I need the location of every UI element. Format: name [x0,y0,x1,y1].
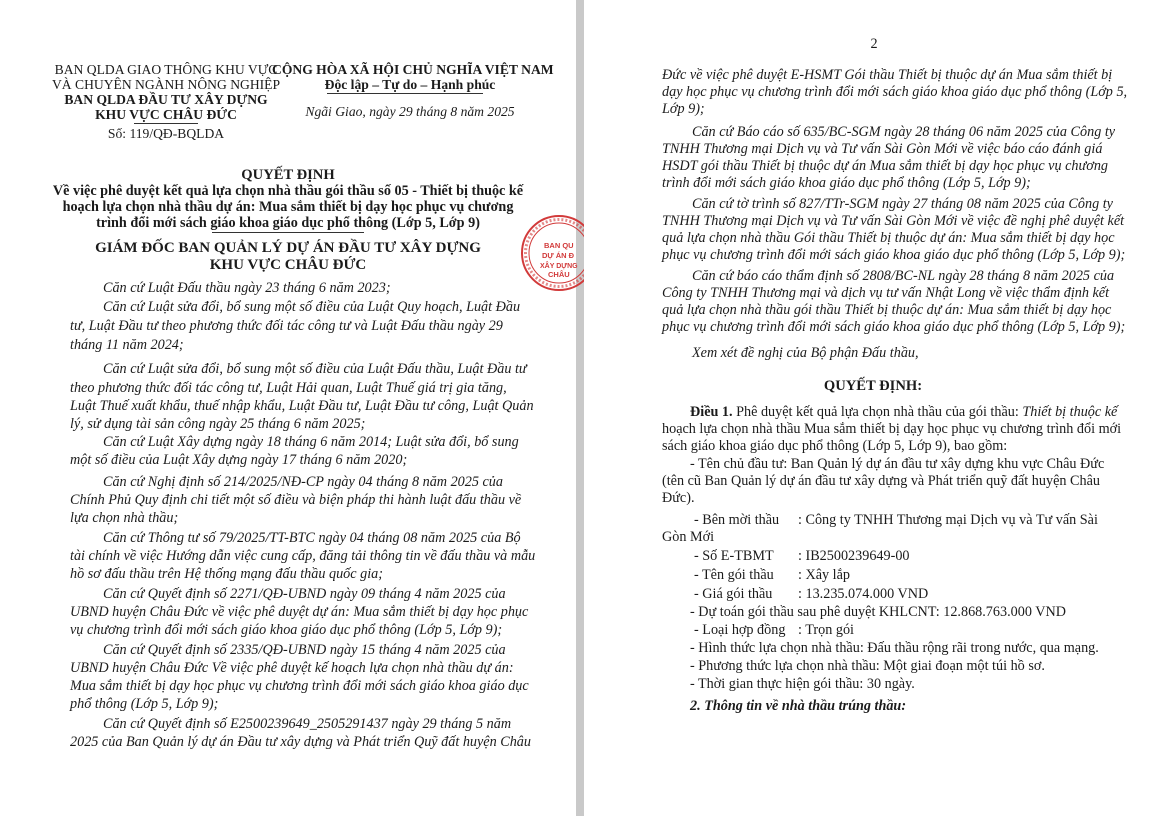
basis-line: lựa chọn nhà thầu; [70,510,179,526]
field-label: - Bên mời thầu [694,512,780,528]
field-label: - Tên gói thầu [694,567,774,583]
unit-name-line-2: KHU VỰC CHÂU ĐỨC [95,107,237,122]
field-value: : Công ty TNHH Thương mại Dịch vụ và Tư vấn Sài [798,512,1098,528]
article-1-line-2: hoạch lựa chọn nhà thầu Mua sắm thiết bị dạy học phục vụ chương trình đổi mới [662,421,1122,437]
place-date: Ngãi Giao, ngày 29 tháng 8 năm 2025 [305,104,515,119]
article-1-line-1 [690,404,1117,420]
investor-line-3: Đức). [662,490,695,506]
basis-line: phục vụ chương trình đổi mới sách giáo khoa giáo dục phổ thông (Lớp 5, Lớp 9); [662,319,1126,335]
basis-line: trình đổi mới sách giáo khoa giáo dục phổ thông (Lớp 5, Lớp 9); [662,175,1031,191]
basis-line: vụ chương trình đổi mới sách giáo khoa giáo dục phổ thông (Lớp 5, Lớp 9); [70,622,503,638]
basis-line: Căn cứ Luật Đấu thầu ngày 23 tháng 6 năm 2023; [103,280,391,296]
basis-line: hồ sơ đấu thầu trên Hệ thống mạng đấu thầu quốc gia; [70,566,383,582]
basis-line: Căn cứ Luật sửa đổi, bổ sung một số điều của Luật Đấu thầu, Luật Đầu tư [103,361,527,377]
basis-line: lý, sử dụng tài sản công ngày 25 tháng 6 năm 2025; [70,416,366,432]
basis-line: Căn cứ Quyết định số 2335/QĐ-UBND ngày 15 tháng 4 năm 2025 của [103,642,506,658]
basis-line: tháng 11 năm 2024; [70,337,184,353]
basis-line: Đức về việc phê duyệt E-HSMT Gói thầu Thiết bị thuộc dự án Mua sắm thiết bị [662,67,1113,83]
basis-line: UBND huyện Châu Đức Về việc phê duyệt kế hoạch lựa chọn nhà thầu dự án: [70,660,514,676]
basis-line: Căn cứ Quyết định số E2500239649_2505291437 ngày 29 tháng 5 năm [103,716,512,732]
subject-underline [212,232,364,233]
basis-line: dạy học phục vụ chương trình đổi mới sách giáo khoa giáo dục phổ thông (Lớp 5, [662,84,1128,100]
field-value: : Trọn gói [798,622,854,638]
decision-title: QUYẾT ĐỊNH [241,167,335,183]
basis-line: Căn cứ báo cáo thẩm định số 2808/BC-NL ngày 28 tháng 8 năm 2025 của [692,268,1115,284]
basis-line: UBND huyện Châu Đức về việc phê duyệt dự án: Mua sắm thiết bị dạy học phục [70,604,529,620]
article-1-label: Điều 1. [690,404,733,420]
basis-line: Căn cứ tờ trình số 827/TTr-SGM ngày 27 tháng 08 năm 2025 của Công ty [692,196,1113,212]
basis-line: theo phương thức đối tác công tư, Luật Hải quan, Luật Thuế giá trị gia tăng, [70,380,507,396]
motto-underline [327,93,483,94]
investor-line-2: (tên cũ Ban Quản lý dự án đầu tư xây dựng và Phát triển quỹ đất huyện Châu [662,473,1100,489]
basis-line: Chính Phủ Quy định chi tiết một số điều và biện pháp thi hành luật đấu thầu về [70,492,522,508]
basis-line: một số điều của Luật Xây dựng ngày 17 tháng 6 năm 2020; [70,452,408,468]
basis-line: quả lựa chọn nhà thầu Gói thầu Thiết bị thuộc dự án: Mua sắm thiết bị dạy học [662,230,1115,246]
field-label: - Phương thức lựa chọn nhà thầu: Một giai đoạn một túi hồ sơ. [690,658,1045,674]
basis-line: Căn cứ Thông tư số 79/2025/TT-BTC ngày 04 tháng 08 năm 2025 của Bộ [103,530,521,546]
basis-line: Lớp 9); [662,101,705,117]
document-page-2 [584,0,1162,816]
basis-line: phổ thông (Lớp 5, Lớp 9); [70,696,219,712]
header-left-underline [134,123,198,124]
field-label: - Loại hợp đồng [694,622,786,638]
basis-line: tư, Luật Đầu tư theo phương thức đối tác công tư và Luật Đấu thầu ngày 29 [70,318,503,334]
basis-line: HSDT gói thầu Thiết bị thuộc dự án Mua sắm thiết bị dạy học phục vụ chương [662,158,1109,174]
basis-line: Căn cứ Luật Xây dựng ngày 18 tháng 6 năm 2014; Luật sửa đổi, bổ sung [103,434,519,450]
article-1-line-3: sách giáo khoa giáo dục phổ thông (Lớp 5, Lớp 9), bao gồm: [662,438,1008,454]
basis-line: Căn cứ Báo cáo số 635/BC-SGM ngày 28 tháng 06 năm 2025 của Công ty [692,124,1116,140]
basis-line: 2025 của Ban Quản lý dự án Đầu tư xây dựng và Phát triển Quỹ đất huyện Châu [70,734,531,750]
subject-line-1: Về việc phê duyệt kết quả lựa chọn nhà thầu gói thầu số 05 - Thiết bị thuộc kế [52,183,524,199]
field-value: : Xây lắp [798,567,851,583]
basis-line: Căn cứ Quyết định số 2271/QĐ-UBND ngày 09 tháng 4 năm 2025 của [103,586,506,602]
basis-line: TNHH Thương mại Dịch vụ và Tư vấn Sài Gòn Mới về việc báo cáo đánh giá [662,141,1103,157]
basis-line: Công ty TNHH Thương mại và dịch vụ tư vấn Nhật Long về việc thẩm định kết [662,285,1110,301]
article-1-package: Thiết bị thuộc kế [1022,404,1118,420]
basis-line: Luật Thuế xuất khẩu, thuế nhập khẩu, Luật Đầu tư, Luật Đầu tư công, Luật Quản [70,398,534,414]
investor-line-1: - Tên chủ đầu tư: Ban Quản lý dự án đầu tư xây dựng khu vực Châu Đức [690,456,1105,472]
seal-text-line-1: BAN QU [544,241,574,250]
authority-line-1: GIÁM ĐỐC BAN QUẢN LÝ DỰ ÁN ĐẦU TƯ XÂY DỰNG [95,240,481,256]
seal-text-line-4: CHÂU [548,270,570,279]
document-page-1 [0,0,576,816]
decision-heading: QUYẾT ĐỊNH: [823,378,923,394]
basis-line: Căn cứ Luật sửa đổi, bổ sung một số điều của Luật Quy hoạch, Luật Đầu [103,299,521,315]
nation-title: CỘNG HÒA XÃ HỘI CHỦ NGHĨA VIỆT NAM [272,62,554,77]
seal-text-line-2: DỰ ÁN Đ [542,251,575,260]
basis-line: Mua sắm thiết bị dạy học phục vụ chương trình đổi mới sách giáo khoa giáo dục [70,678,529,694]
field-label: - Dự toán gói thầu sau phê duyệt KHLCNT: 12.868.763.000 VND [690,604,1066,620]
field-label: - Thời gian thực hiện gói thầu: 30 ngày. [690,676,915,692]
basis-line: tài chính về việc Hướng dẫn việc cung cấp, đăng tải thông tin về đấu thầu và mẫu [70,548,536,564]
field-label: - Hình thức lựa chọn nhà thầu: Đấu thầu rộng rãi trong nước, qua mạng. [690,640,1099,656]
org-name-line-1: BAN QLDA GIAO THÔNG KHU VỰC [54,62,278,77]
field-value: : 13.235.074.000 VND [798,586,929,602]
field-label: - Giá gói thầu [694,586,773,602]
org-name-line-2: VÀ CHUYÊN NGÀNH NÔNG NGHIỆP [51,77,281,92]
field-value: : IB2500239649-00 [798,548,910,564]
subject-line-2: hoạch lựa chọn nhà thầu dự án: Mua sắm thiết bị dạy học phục vụ chương [62,199,514,215]
field-label: Gòn Mới [662,529,715,545]
document-number: Số: 119/QĐ-BQLDA [107,126,225,141]
unit-name-line-1: BAN QLDA ĐẦU TƯ XÂY DỰNG [64,92,268,107]
basis-line: Căn cứ Nghị định số 214/2025/NĐ-CP ngày 04 tháng 8 năm 2025 của [103,474,503,490]
section-2-heading: 2. Thông tin về nhà thầu trúng thầu: [690,698,907,714]
basis-line: phục vụ chương trình đổi mới sách giáo khoa giáo dục phổ thông (Lớp 5, Lớp 9); [662,247,1126,263]
seal-text-line-3: XÂY DỰNG [540,263,578,270]
basis-line: TNHH Thương mại Dịch vụ và Tư vấn Sài Gòn Mới về việc đề nghị phê duyệt kết [662,213,1125,229]
subject-line-3: trình đổi mới sách giáo khoa giáo dục phổ thông (Lớp 5, Lớp 9) [96,215,480,231]
page-number: 2 [870,36,878,52]
basis-line: quả lựa chọn nhà thầu gói thầu Thiết bị thuộc dự án: Mua sắm thiết bị dạy học [662,302,1112,318]
field-label: - Số E-TBMT [694,548,774,564]
article-1-text: Phê duyệt kết quả lựa chọn nhà thầu của gói thầu: [732,404,1023,420]
authority-line-2: KHU VỰC CHÂU ĐỨC [209,257,367,273]
motto: Độc lập – Tự do – Hạnh phúc [324,77,496,92]
basis-line: Xem xét đề nghị của Bộ phận Đấu thầu, [692,345,919,361]
